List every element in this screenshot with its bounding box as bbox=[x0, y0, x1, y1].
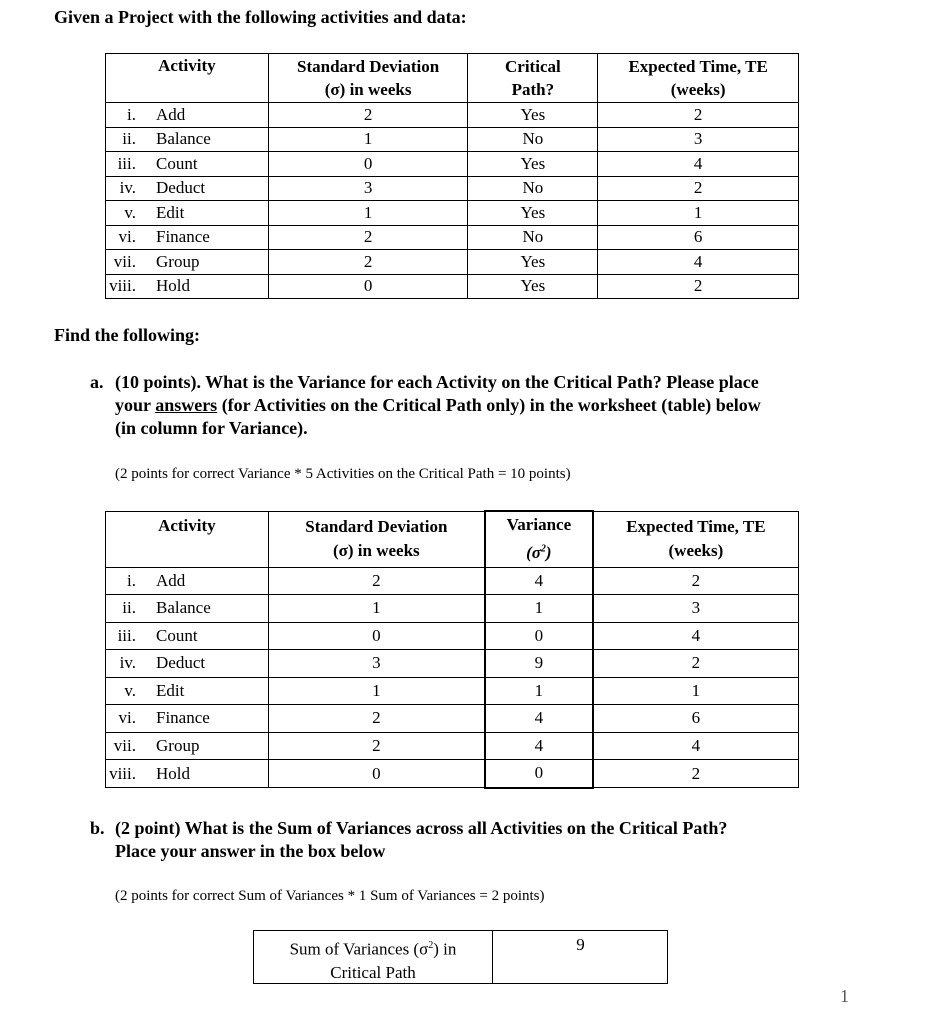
activity-number: vii. bbox=[113, 735, 136, 755]
variance-cell[interactable]: 1 bbox=[485, 677, 593, 705]
table-row bbox=[106, 677, 799, 705]
activity-name: Count bbox=[156, 625, 198, 645]
part-b-note: (2 points for correct Sum of Variances * 1 Sum of Variances = 2 points) bbox=[115, 888, 545, 904]
table-row bbox=[106, 176, 799, 201]
activity-cell bbox=[106, 103, 269, 128]
activity-cell bbox=[106, 127, 269, 152]
activity-cell bbox=[106, 595, 269, 623]
expected-time-cell: 6 bbox=[598, 225, 799, 250]
expected-time-cell: 6 bbox=[593, 705, 799, 733]
critical-path-cell: No bbox=[468, 176, 598, 201]
header-activity: Activity bbox=[106, 54, 269, 103]
activity-number: i. bbox=[127, 104, 136, 124]
activity-cell bbox=[106, 622, 269, 650]
expected-time-cell: 4 bbox=[598, 152, 799, 177]
activity-name: Add bbox=[156, 104, 186, 124]
activity-number: v. bbox=[124, 202, 136, 222]
table-row bbox=[106, 567, 799, 595]
table-row bbox=[106, 760, 799, 788]
sd-cell: 0 bbox=[268, 152, 468, 177]
activity-name: Hold bbox=[156, 276, 190, 296]
expected-time-cell: 3 bbox=[593, 595, 799, 623]
activity-number: iii. bbox=[117, 153, 136, 173]
header-expected-time: Expected Time, TE (weeks) bbox=[593, 511, 799, 567]
part-a-label: a. bbox=[90, 372, 104, 392]
activity-number: v. bbox=[124, 680, 136, 700]
header-expected-time: Expected Time, TE (weeks) bbox=[598, 54, 799, 103]
critical-path-cell: Yes bbox=[468, 152, 598, 177]
expected-time-cell: 2 bbox=[593, 760, 799, 788]
activity-cell bbox=[106, 152, 269, 177]
critical-path-cell: No bbox=[468, 225, 598, 250]
critical-path-cell: Yes bbox=[468, 201, 598, 226]
table-row bbox=[106, 152, 799, 177]
activity-number: iii. bbox=[117, 625, 136, 645]
expected-time-cell: 2 bbox=[598, 274, 799, 299]
activity-name: Balance bbox=[156, 129, 211, 149]
expected-time-cell: 2 bbox=[593, 650, 799, 678]
activity-name: Add bbox=[156, 570, 186, 590]
activity-cell bbox=[106, 176, 269, 201]
activity-number: vi. bbox=[118, 227, 136, 247]
expected-time-cell: 1 bbox=[593, 677, 799, 705]
expected-time-cell: 4 bbox=[593, 622, 799, 650]
activity-name: Group bbox=[156, 251, 200, 271]
sd-cell: 2 bbox=[268, 250, 468, 275]
table-row bbox=[106, 595, 799, 623]
activity-number: iv. bbox=[119, 178, 136, 198]
table-row bbox=[106, 225, 799, 250]
sd-cell: 1 bbox=[268, 201, 468, 226]
sd-cell: 3 bbox=[268, 650, 485, 678]
sd-cell: 0 bbox=[268, 622, 485, 650]
activity-name: Edit bbox=[156, 202, 185, 222]
table-row bbox=[106, 622, 799, 650]
activity-cell bbox=[106, 650, 269, 678]
activity-name: Deduct bbox=[156, 178, 206, 198]
table-row bbox=[106, 274, 799, 299]
sd-cell: 0 bbox=[268, 274, 468, 299]
sd-cell: 1 bbox=[268, 127, 468, 152]
activity-number: iv. bbox=[119, 653, 136, 673]
expected-time-cell: 1 bbox=[598, 201, 799, 226]
sum-of-variances-box bbox=[253, 930, 668, 984]
activity-number: vi. bbox=[118, 708, 136, 728]
activity-cell bbox=[106, 250, 269, 275]
variance-worksheet-table bbox=[105, 510, 799, 789]
activity-name: Balance bbox=[156, 598, 211, 618]
activity-cell bbox=[106, 677, 269, 705]
sd-cell: 2 bbox=[268, 103, 468, 128]
activity-name: Finance bbox=[156, 227, 210, 247]
critical-path-cell: Yes bbox=[468, 250, 598, 275]
sd-cell: 2 bbox=[268, 705, 485, 733]
expected-time-cell: 2 bbox=[598, 176, 799, 201]
activity-name: Deduct bbox=[156, 653, 206, 673]
intro-heading: Given a Project with the following activities and data: bbox=[54, 7, 467, 27]
page-number: 1 bbox=[840, 986, 849, 1006]
activity-name: Count bbox=[156, 153, 198, 173]
table-row bbox=[106, 705, 799, 733]
sum-label: Sum of Variances $(\sigma^2)$ in Critical Path bbox=[254, 931, 493, 983]
sd-cell: 1 bbox=[268, 677, 485, 705]
activity-cell bbox=[106, 567, 269, 595]
table-row bbox=[106, 250, 799, 275]
sd-cell: 2 bbox=[268, 567, 485, 595]
header-sd: Standard Deviation (σ) in weeks bbox=[268, 54, 468, 103]
part-a-note: (2 points for correct Variance * 5 Activities on the Critical Path = 10 points) bbox=[115, 466, 571, 482]
activity-name: Edit bbox=[156, 680, 185, 700]
activity-name: Finance bbox=[156, 708, 210, 728]
activity-cell bbox=[106, 732, 269, 760]
header-sd: Standard Deviation (σ) in weeks bbox=[268, 511, 485, 567]
expected-time-cell: 4 bbox=[593, 732, 799, 760]
expected-time-cell: 2 bbox=[598, 103, 799, 128]
sd-cell: 1 bbox=[268, 595, 485, 623]
activity-number: viii. bbox=[109, 763, 136, 783]
table-row bbox=[106, 650, 799, 678]
variance-cell[interactable]: 4 bbox=[485, 732, 593, 760]
expected-time-cell: 3 bbox=[598, 127, 799, 152]
part-b-question: (2 point) What is the Sum of Variances across all Activities on the Critical Path? Place your answer in the box below bbox=[115, 818, 728, 861]
variance-cell[interactable]: 1 bbox=[485, 595, 593, 623]
activity-data-table bbox=[105, 53, 799, 299]
variance-cell[interactable]: 0 bbox=[485, 622, 593, 650]
activity-number: ii. bbox=[122, 129, 136, 149]
find-heading: Find the following: bbox=[54, 325, 201, 345]
variance-cell[interactable]: 4 bbox=[485, 567, 593, 595]
activity-number: viii. bbox=[109, 276, 136, 296]
table-row bbox=[106, 201, 799, 226]
activity-cell bbox=[106, 225, 269, 250]
variance-cell[interactable]: 0 bbox=[485, 760, 593, 788]
variance-cell[interactable]: 4 bbox=[485, 705, 593, 733]
activity-cell bbox=[106, 760, 269, 788]
activity-cell bbox=[106, 274, 269, 299]
part-b-label: b. bbox=[90, 818, 105, 838]
sd-cell: 0 bbox=[268, 760, 485, 788]
activity-cell bbox=[106, 201, 269, 226]
expected-time-cell: 2 bbox=[593, 567, 799, 595]
critical-path-cell: Yes bbox=[468, 103, 598, 128]
table-row bbox=[106, 732, 799, 760]
activity-number: i. bbox=[127, 570, 136, 590]
activity-name: Hold bbox=[156, 763, 190, 783]
variance-cell[interactable]: 9 bbox=[485, 650, 593, 678]
activity-number: vii. bbox=[113, 251, 136, 271]
table-row bbox=[106, 127, 799, 152]
expected-time-cell: 4 bbox=[598, 250, 799, 275]
critical-path-cell: No bbox=[468, 127, 598, 152]
header-variance: Variance $(\sigma^2)$ bbox=[485, 511, 593, 567]
activity-cell bbox=[106, 705, 269, 733]
sd-cell: 3 bbox=[268, 176, 468, 201]
part-a-question: (10 points). What is the Variance for each Activity on the Critical Path? Please place your answers (for Activities on the Critical Path only) in the worksheet (table) below (in column for Variance). bbox=[115, 372, 761, 438]
sd-cell: 2 bbox=[268, 225, 468, 250]
sd-cell: 2 bbox=[268, 732, 485, 760]
activity-number: ii. bbox=[122, 598, 136, 618]
table-row bbox=[106, 103, 799, 128]
header-critical-path: Critical Path? bbox=[468, 54, 598, 103]
header-activity: Activity bbox=[106, 511, 269, 567]
activity-name: Group bbox=[156, 735, 200, 755]
sum-value[interactable]: 9 bbox=[576, 935, 585, 954]
critical-path-cell: Yes bbox=[468, 274, 598, 299]
